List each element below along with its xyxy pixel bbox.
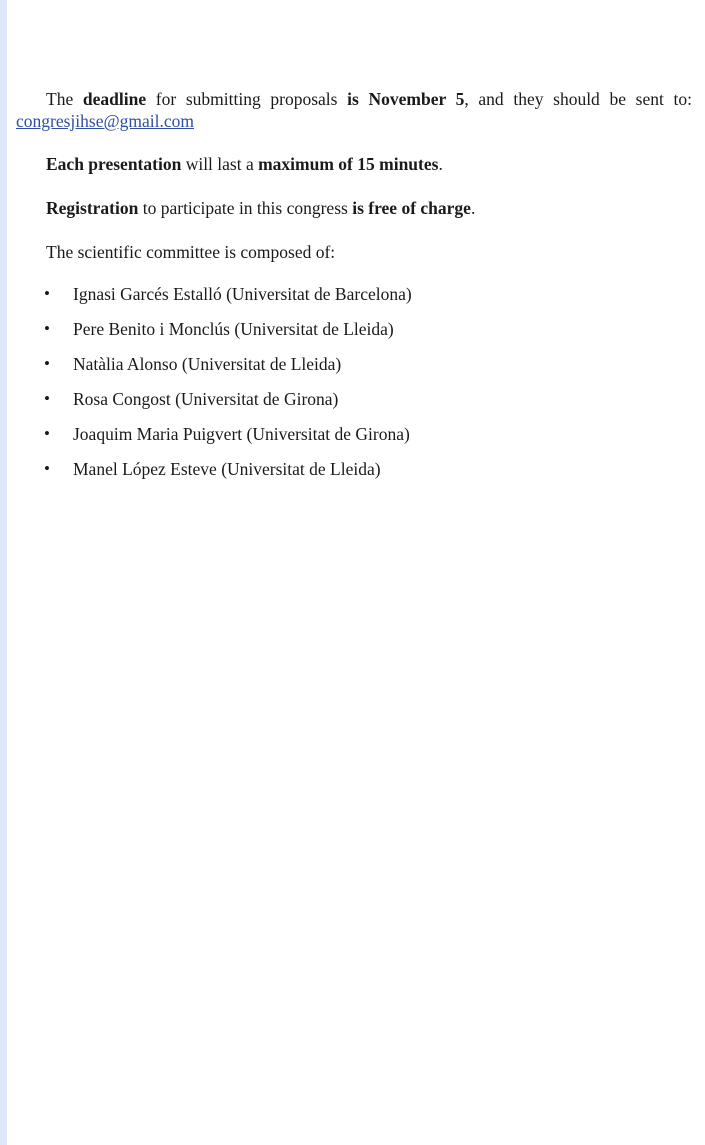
registration-text-1: to participate in this congress <box>138 198 353 218</box>
presentation-bold-1: Each presentation <box>46 154 182 174</box>
document-body <box>16 88 692 493</box>
deadline-paragraph <box>16 88 692 132</box>
registration-paragraph <box>46 197 692 219</box>
registration-text-2: . <box>470 198 476 218</box>
deadline-date-bold: is November 5 <box>347 89 465 109</box>
member-name: Joaquim Maria Puigvert (Universitat de Girona) <box>73 424 410 444</box>
list-item <box>16 283 692 318</box>
member-name: Ignasi Garcés Estalló (Universitat de Barcelona) <box>73 284 412 304</box>
member-name: Pere Benito i Monclús (Universitat de Lleida) <box>73 319 394 339</box>
presentation-paragraph <box>46 153 692 175</box>
deadline-text-1: The <box>46 89 83 109</box>
presentation-text-2: . <box>438 154 443 174</box>
registration-bold-2: is free of charge <box>352 198 471 218</box>
bullet-icon: • <box>44 459 50 478</box>
bullet-icon: • <box>44 319 50 338</box>
member-name: Natàlia Alonso (Universitat de Lleida) <box>73 354 342 374</box>
member-name: Rosa Congost (Universitat de Girona) <box>73 389 339 409</box>
deadline-bold: deadline <box>82 89 147 109</box>
email-link[interactable]: congresjihse@gmail.com <box>16 111 194 131</box>
list-item <box>16 423 692 458</box>
presentation-bold-2: maximum of 15 minutes <box>258 154 439 174</box>
committee-intro: The scientific committee is composed of: <box>46 242 336 262</box>
left-edge-strip <box>0 0 7 1145</box>
list-item <box>16 318 692 353</box>
deadline-text-3: , and they should be sent to: <box>464 89 693 109</box>
deadline-text-2: for submitting proposals <box>146 89 348 109</box>
presentation-text-1: will last a <box>181 154 259 174</box>
bullet-icon: • <box>44 354 50 373</box>
bullet-icon: • <box>44 424 50 443</box>
list-item <box>16 388 692 423</box>
bullet-icon: • <box>44 284 50 303</box>
committee-list <box>16 283 692 493</box>
bullet-icon: • <box>44 389 50 408</box>
list-item <box>16 458 692 493</box>
registration-bold-1: Registration <box>46 198 139 218</box>
member-name: Manel López Esteve (Universitat de Lleida) <box>73 459 381 479</box>
list-item <box>16 353 692 388</box>
